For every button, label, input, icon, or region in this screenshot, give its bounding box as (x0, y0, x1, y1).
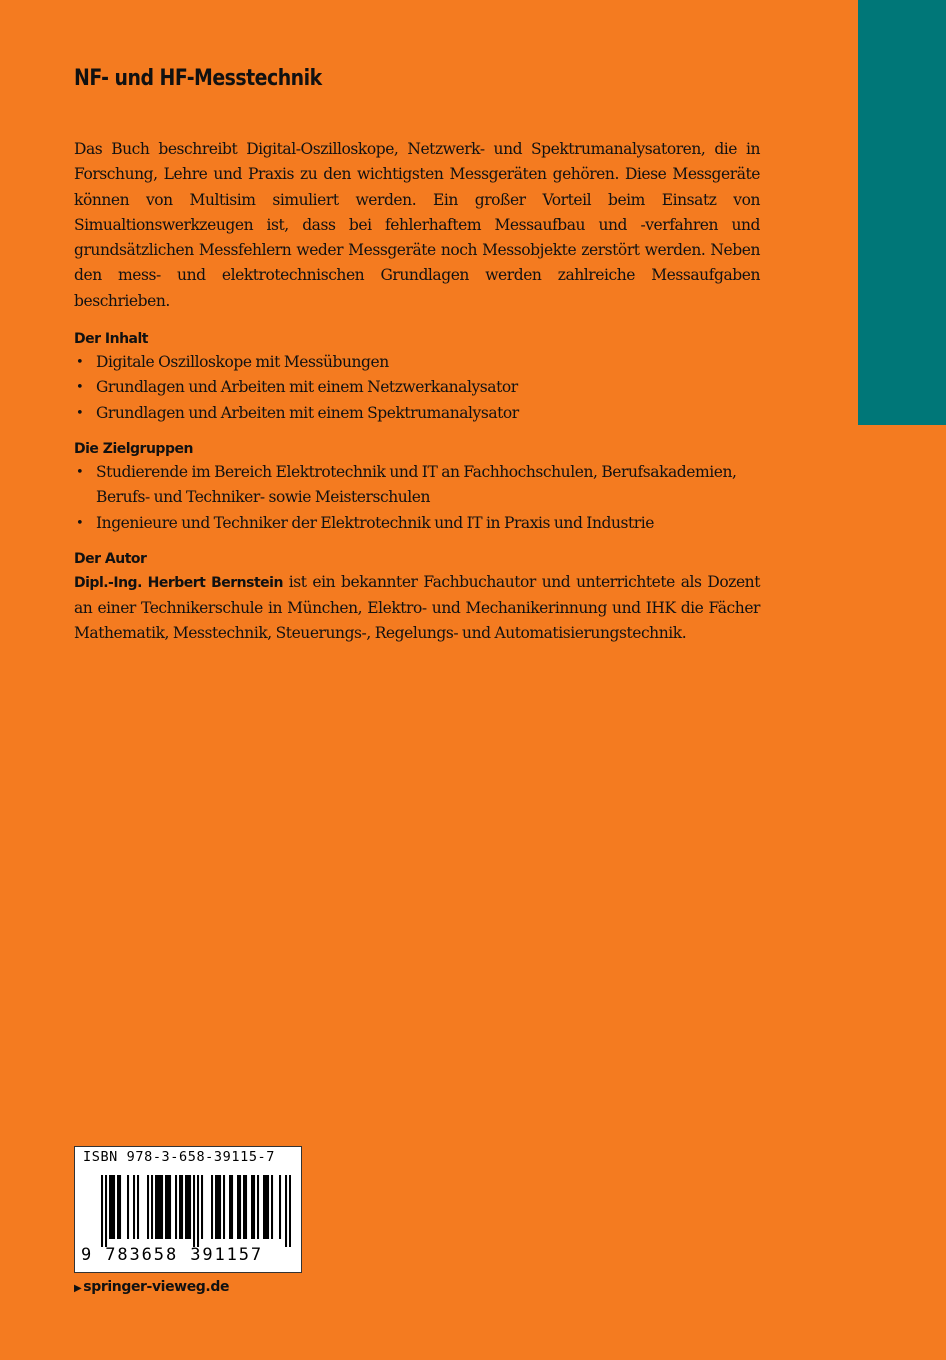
barcode-guard-bar (193, 1175, 195, 1247)
barcode-bar (137, 1175, 139, 1239)
author-bio: ist ein bekannter Fachbuchautor und unterrichtete als Dozent an einer Technikerschule in München, Elektro- und Mechanikerinnung und IHK die Fächer Mathematik, Messtechnik, Steuerungs-, Regelungs- und Automatisierungstechnik. (74, 572, 760, 643)
barcode-bar (151, 1175, 153, 1239)
barcode-bar (223, 1175, 225, 1239)
barcode-bar (155, 1175, 157, 1239)
barcode-bar (257, 1175, 259, 1239)
autor-heading: Der Autor (74, 550, 147, 567)
barcode-bar (211, 1175, 213, 1239)
barcode-bar (175, 1175, 177, 1239)
barcode-bar (179, 1175, 181, 1239)
publisher-website[interactable] (74, 1279, 229, 1295)
barcode-bar (169, 1175, 171, 1239)
inhalt-list (74, 350, 760, 426)
barcode-bar (219, 1175, 221, 1239)
barcode-bar (133, 1175, 135, 1239)
barcode-bar (157, 1175, 159, 1239)
list-item: • Studierende im Bereich Elektrotechnik und IT an Fachhochschulen, Berufsakademien, Berufs- und Techniker- sowie Meisterschulen (74, 460, 760, 511)
barcode-guard-bar (285, 1175, 287, 1247)
barcode-bar (201, 1175, 203, 1239)
barcode-bar (117, 1175, 119, 1239)
barcode-bar (237, 1175, 239, 1239)
barcode-bar (251, 1175, 253, 1239)
barcode-bar (187, 1175, 189, 1239)
barcode-bar (127, 1175, 129, 1239)
barcode-bar (109, 1175, 111, 1239)
list-item: • Grundlagen und Arbeiten mit einem Netzwerkanalysator (74, 375, 760, 400)
barcode-bar (253, 1175, 255, 1239)
barcode-bar (147, 1175, 149, 1239)
teal-accent-block (858, 0, 946, 425)
zielgruppen-heading: Die Zielgruppen (74, 440, 193, 457)
barcode-bar (111, 1175, 113, 1239)
website-label: springer-vieweg.de (83, 1279, 230, 1295)
barcode-guard-bar (289, 1175, 291, 1247)
barcode-bar (265, 1175, 267, 1239)
list-item: • Grundlagen und Arbeiten mit einem Spektrumanalysator (74, 401, 760, 426)
autor-paragraph (74, 570, 760, 647)
inhalt-heading: Der Inhalt (74, 331, 148, 348)
barcode-bar (231, 1175, 233, 1239)
list-item: • Digitale Oszilloskope mit Messübungen (74, 350, 760, 375)
barcode-bar (245, 1175, 247, 1239)
barcode-guard-bar (101, 1175, 103, 1247)
barcode-bar (229, 1175, 231, 1239)
barcode-bar (271, 1175, 273, 1239)
barcode-bar (161, 1175, 163, 1239)
list-item: • Ingenieure und Techniker der Elektrotechnik und IT in Praxis und Industrie (74, 511, 760, 536)
barcode-bar (159, 1175, 161, 1239)
barcode-bar (279, 1175, 281, 1239)
isbn-label: ISBN 978-3-658-39115-7 (83, 1149, 276, 1165)
barcode-bar (113, 1175, 115, 1239)
book-title: NF- und HF-Messtechnik (74, 66, 322, 91)
barcode-bars (101, 1175, 291, 1247)
author-name: Dipl.-Ing. Herbert Bernstein (74, 574, 283, 591)
barcode-bar (215, 1175, 217, 1239)
barcode-bar (185, 1175, 187, 1239)
barcode-bar (239, 1175, 241, 1239)
barcode-bar (181, 1175, 183, 1239)
zielgruppen-list (74, 460, 760, 536)
cover-text (74, 62, 760, 647)
barcode-bar (119, 1175, 121, 1239)
arrow-right-icon: ▶ (74, 1283, 82, 1294)
barcode-bar (243, 1175, 245, 1239)
intro-paragraph: Das Buch beschreibt Digital-Oszilloskope, Netzwerk- und Spektrumanalysatoren, die in Forschung, Lehre und Praxis zu den wichtigsten Messgeräten gehören. Diese Messgeräte können von Multisim simuliert werden. Ein großer Vorteil beim Einsatz von Simualtionswerkzeugen ist, dass bei fehlerhaftem Messaufbau und -verfahren und grundsätzlichen Messfehlern weder Messgeräte noch Messobjekte zerstört werden. Neben den mess- und elektrotechnischen Grundlagen werden zahlreiche Messaufgaben beschrieben. (74, 140, 760, 310)
barcode-bar (263, 1175, 265, 1239)
barcode-guard-bar (197, 1175, 199, 1247)
barcode-digits: 9 783658 391157 (81, 1245, 264, 1265)
barcode-bar (167, 1175, 169, 1239)
barcode-bar (189, 1175, 191, 1239)
isbn-barcode (74, 1146, 302, 1273)
barcode-guard-bar (105, 1175, 107, 1247)
barcode-bar (165, 1175, 167, 1239)
barcode-bar (267, 1175, 269, 1239)
barcode-bar (217, 1175, 219, 1239)
